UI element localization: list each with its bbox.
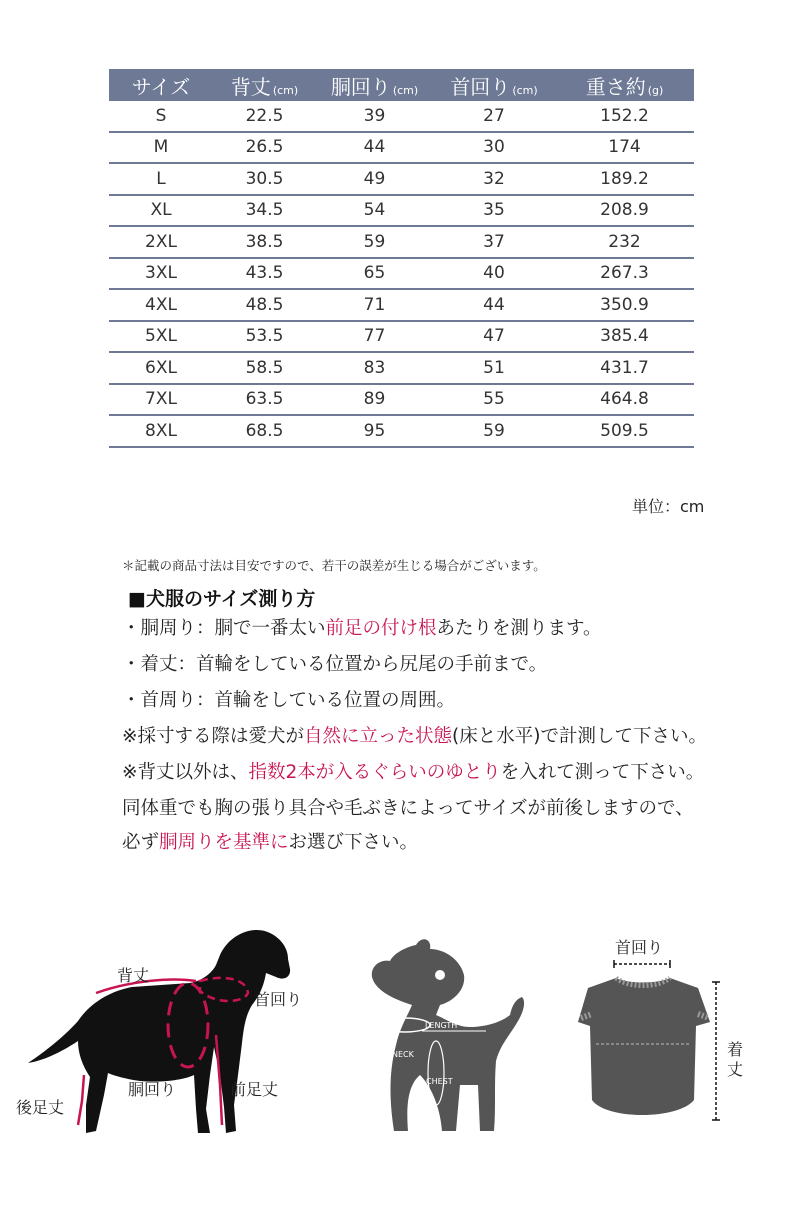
cell-neck: 59 [433, 415, 555, 447]
cell-weight: 174 [555, 132, 694, 164]
cell-girth: 59 [316, 226, 433, 258]
cell-size: L [109, 163, 213, 195]
cell-girth: 71 [316, 289, 433, 321]
cell-back: 34.5 [213, 195, 316, 227]
dog-shirt-icon [578, 960, 728, 1135]
cell-size: 3XL [109, 258, 213, 290]
guide-line-length: ・着丈：首輪をしている位置から尻尾の手前まで。 [122, 654, 548, 675]
cell-back: 63.5 [213, 384, 316, 416]
label-girth: 胴回り [128, 1080, 177, 1099]
table-row [109, 289, 694, 321]
cell-weight: 189.2 [555, 163, 694, 195]
cell-girth: 49 [316, 163, 433, 195]
guide-line-girth: ・胴周り：胴で一番太い前足の付け根あたりを測ります。 [122, 618, 602, 639]
cell-girth: 83 [316, 352, 433, 384]
size-chart-table [109, 69, 694, 448]
table-row [109, 352, 694, 384]
measure-guide-title: ■犬服のサイズ測り方 [128, 588, 316, 610]
label-shirt-neck: 首回り [615, 938, 664, 957]
cell-weight: 464.8 [555, 384, 694, 416]
table-header-row [109, 69, 694, 101]
cell-size: 7XL [109, 384, 213, 416]
cell-neck: 30 [433, 132, 555, 164]
guide-note-stand: ※採寸する際は愛犬が自然に立った状態(床と水平)で計測して下さい。 [122, 726, 707, 747]
cell-size: S [109, 101, 213, 132]
cell-girth: 44 [316, 132, 433, 164]
table-row [109, 132, 694, 164]
table-row [109, 321, 694, 353]
cell-back: 22.5 [213, 101, 316, 132]
cell-size: XL [109, 195, 213, 227]
cartoon-dog-icon [360, 935, 540, 1140]
label-front-leg: 前足丈 [230, 1080, 279, 1099]
cell-back: 58.5 [213, 352, 316, 384]
cell-girth: 39 [316, 101, 433, 132]
label-length-en: LENGTH [425, 1021, 458, 1030]
cell-back: 30.5 [213, 163, 316, 195]
cell-neck: 44 [433, 289, 555, 321]
cell-weight: 385.4 [555, 321, 694, 353]
cell-neck: 51 [433, 352, 555, 384]
cell-size: 2XL [109, 226, 213, 258]
cell-weight: 152.2 [555, 101, 694, 132]
guide-note-fingers: ※背丈以外は、指数2本が入るぐらいのゆとりを入れて測って下さい。 [122, 762, 705, 783]
cell-size: 6XL [109, 352, 213, 384]
table-row [109, 384, 694, 416]
cell-neck: 37 [433, 226, 555, 258]
table-row [109, 163, 694, 195]
table-row [109, 101, 694, 132]
cell-weight: 208.9 [555, 195, 694, 227]
table-row [109, 195, 694, 227]
cell-neck: 32 [433, 163, 555, 195]
cell-back: 26.5 [213, 132, 316, 164]
cell-neck: 35 [433, 195, 555, 227]
cell-weight: 267.3 [555, 258, 694, 290]
cell-back: 53.5 [213, 321, 316, 353]
cell-girth: 89 [316, 384, 433, 416]
cell-back: 48.5 [213, 289, 316, 321]
unit-note: 単位：cm [632, 497, 705, 516]
cell-weight: 350.9 [555, 289, 694, 321]
cell-size: 5XL [109, 321, 213, 353]
header-girth: 胴回り (cm) [316, 69, 433, 101]
cell-weight: 431.7 [555, 352, 694, 384]
label-chest-en: CHEST [426, 1077, 453, 1086]
guide-line-neck: ・首周り：首輪をしている位置の周囲。 [122, 690, 456, 711]
cell-size: 4XL [109, 289, 213, 321]
table-row [109, 415, 694, 447]
label-shirt-length: 着丈 [727, 1040, 744, 1079]
cell-girth: 54 [316, 195, 433, 227]
cell-back: 68.5 [213, 415, 316, 447]
cell-neck: 27 [433, 101, 555, 132]
guide-note-weight: 同体重でも胸の張り具合や毛ぶきによってサイズが前後しますので、 [122, 798, 694, 819]
table-row [109, 226, 694, 258]
cell-back: 43.5 [213, 258, 316, 290]
header-size: サイズ [109, 69, 213, 101]
disclaimer-text: ＊記載の商品寸法は目安ですので、若干の誤差が生じる場合がございます。 [122, 558, 546, 573]
cell-girth: 77 [316, 321, 433, 353]
cell-neck: 55 [433, 384, 555, 416]
cell-girth: 65 [316, 258, 433, 290]
dog-measure-lines [20, 925, 320, 1145]
label-neck: 首回り [254, 990, 303, 1009]
cell-neck: 47 [433, 321, 555, 353]
cell-size: 8XL [109, 415, 213, 447]
header-back-length: 背丈 (cm) [213, 69, 316, 101]
guide-note-choose: 必ず胴周りを基準にお選び下さい。 [122, 832, 419, 853]
header-weight: 重さ約 (g) [555, 69, 694, 101]
label-back-length: 背丈 [117, 966, 150, 985]
cell-weight: 232 [555, 226, 694, 258]
label-hind-leg: 後足丈 [16, 1098, 65, 1117]
cell-back: 38.5 [213, 226, 316, 258]
table-row [109, 258, 694, 290]
header-neck: 首回り (cm) [433, 69, 555, 101]
cell-neck: 40 [433, 258, 555, 290]
cell-size: M [109, 132, 213, 164]
cell-girth: 95 [316, 415, 433, 447]
label-neck-en: NECK [392, 1050, 414, 1059]
cell-weight: 509.5 [555, 415, 694, 447]
